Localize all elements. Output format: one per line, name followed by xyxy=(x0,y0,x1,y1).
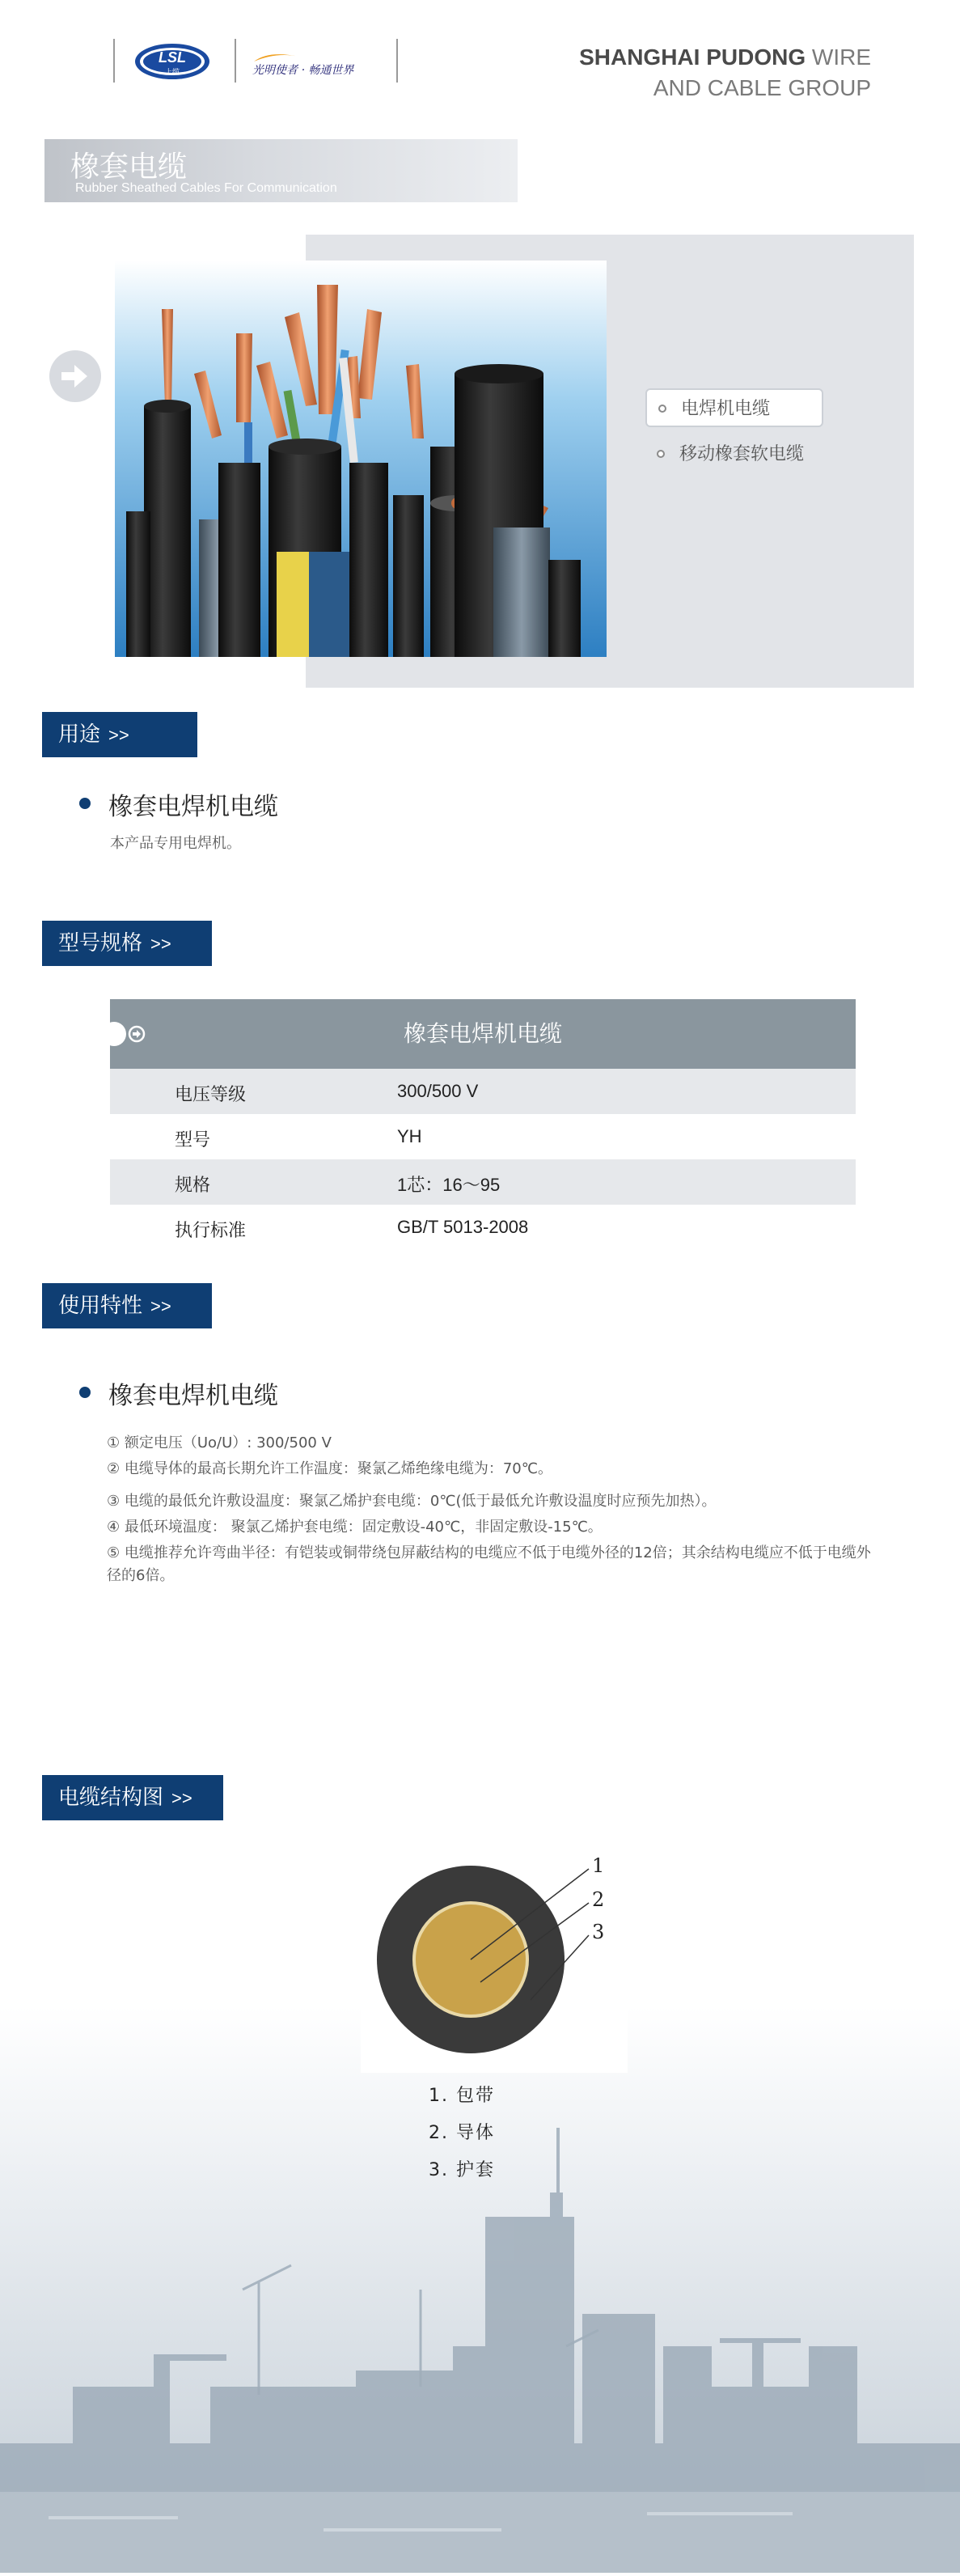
table-row xyxy=(110,1069,856,1114)
section-header-features xyxy=(42,1283,212,1328)
section-title: 使用特性 xyxy=(58,1294,143,1318)
section-arrow: >> xyxy=(171,1788,192,1808)
product-name: 橡套电焊机电缆 xyxy=(108,1382,278,1410)
spec-key: 电压等级 xyxy=(175,1085,247,1105)
menu-item-label: 移动橡套软电缆 xyxy=(679,444,805,464)
spec-value: YH xyxy=(397,1126,422,1146)
spec-key: 规格 xyxy=(175,1176,211,1196)
radio-icon xyxy=(658,405,666,413)
section-title: 电缆结构图 xyxy=(58,1786,164,1810)
product-name: 橡套电焊机电缆 xyxy=(108,793,278,821)
svg-text:上缆: 上缆 xyxy=(164,69,180,77)
product-menu xyxy=(645,388,823,482)
spec-value: 300/500 V xyxy=(397,1081,479,1101)
features-list xyxy=(107,1432,883,1587)
feature-item: ① 额定电压（Uo/U）: 300/500 V xyxy=(107,1434,332,1451)
menu-item-mobile-rubber-cable[interactable] xyxy=(645,435,823,474)
slogan-text: 光明使者 · 畅通世界 xyxy=(252,64,354,77)
callout-2: 2 xyxy=(592,1888,605,1911)
menu-item-welding-cable[interactable] xyxy=(645,388,823,427)
section-title: 型号规格 xyxy=(58,931,143,955)
company-logo xyxy=(133,40,211,83)
product-photo xyxy=(115,261,607,657)
feature-item: ③ 电缆的最低允许敷设温度：聚氯乙烯护套电缆：0℃(低于最低允许敷设温度时应预先加热）。 xyxy=(107,1493,717,1510)
spec-value: GB/T 5013-2008 xyxy=(397,1217,529,1237)
cable-structure-diagram xyxy=(361,1830,628,2073)
menu-item-label: 电焊机电缆 xyxy=(681,399,771,419)
page-subtitle: Rubber Sheathed Cables For Communication xyxy=(75,181,337,195)
arrow-right-icon xyxy=(128,1025,146,1043)
spec-table xyxy=(110,999,856,1250)
section-arrow: >> xyxy=(150,934,171,954)
company-name-rest: WIRE xyxy=(811,44,871,70)
legend-item: 2. 导体 xyxy=(429,2123,495,2143)
structure-legend xyxy=(429,2078,495,2189)
slogan xyxy=(252,53,398,78)
feature-item: ⑤ 电缆推荐允许弯曲半径：有铠装或铜带绕包屏蔽结构的电缆应不低于电缆外径的12倍；其余结构电缆应不低于电缆外径的6倍。 xyxy=(107,1544,871,1584)
section-arrow: >> xyxy=(150,1296,171,1316)
divider xyxy=(235,39,236,83)
feature-item: ② 电缆导体的最高长期允许工作温度：聚氯乙烯绝缘电缆为：70℃。 xyxy=(107,1460,552,1477)
table-row xyxy=(110,1159,856,1205)
section-title: 用途 xyxy=(58,722,101,747)
legend-item: 1. 包带 xyxy=(429,2086,495,2106)
table-row xyxy=(110,1114,856,1159)
callout-3: 3 xyxy=(592,1921,605,1943)
radio-icon xyxy=(657,450,665,458)
legend-item: 3. 护套 xyxy=(429,2160,495,2180)
bullet-icon xyxy=(79,1387,91,1398)
spec-table-header xyxy=(110,999,856,1069)
section-header-structure xyxy=(42,1775,223,1820)
page-title-banner xyxy=(44,139,518,202)
bullet-icon xyxy=(79,798,91,809)
callout-1: 1 xyxy=(592,1854,605,1877)
page-title: 橡套电缆 xyxy=(70,150,188,184)
svg-text:LSL: LSL xyxy=(159,49,186,66)
company-name-line2: AND CABLE GROUP xyxy=(653,75,871,100)
company-name-bold: SHANGHAI PUDONG xyxy=(579,44,806,70)
section-header-usage xyxy=(42,712,197,757)
spec-key: 执行标准 xyxy=(175,1221,247,1241)
section-header-spec xyxy=(42,921,212,966)
spec-value: 1芯：16～95 xyxy=(397,1175,501,1195)
section-arrow: >> xyxy=(108,725,129,745)
circle-icon xyxy=(102,1022,126,1046)
company-name xyxy=(579,42,871,104)
feature-item: ④ 最低环境温度： 聚氯乙烯护套电缆：固定敷设-40℃，非固定敷设-15℃。 xyxy=(107,1519,603,1536)
usage-description: 本产品专用电焊机。 xyxy=(110,835,241,852)
table-row xyxy=(110,1205,856,1250)
spec-table-title: 橡套电焊机电缆 xyxy=(403,1020,562,1047)
arrow-right-icon xyxy=(47,348,104,405)
spec-key: 型号 xyxy=(175,1130,211,1150)
divider xyxy=(113,39,115,83)
